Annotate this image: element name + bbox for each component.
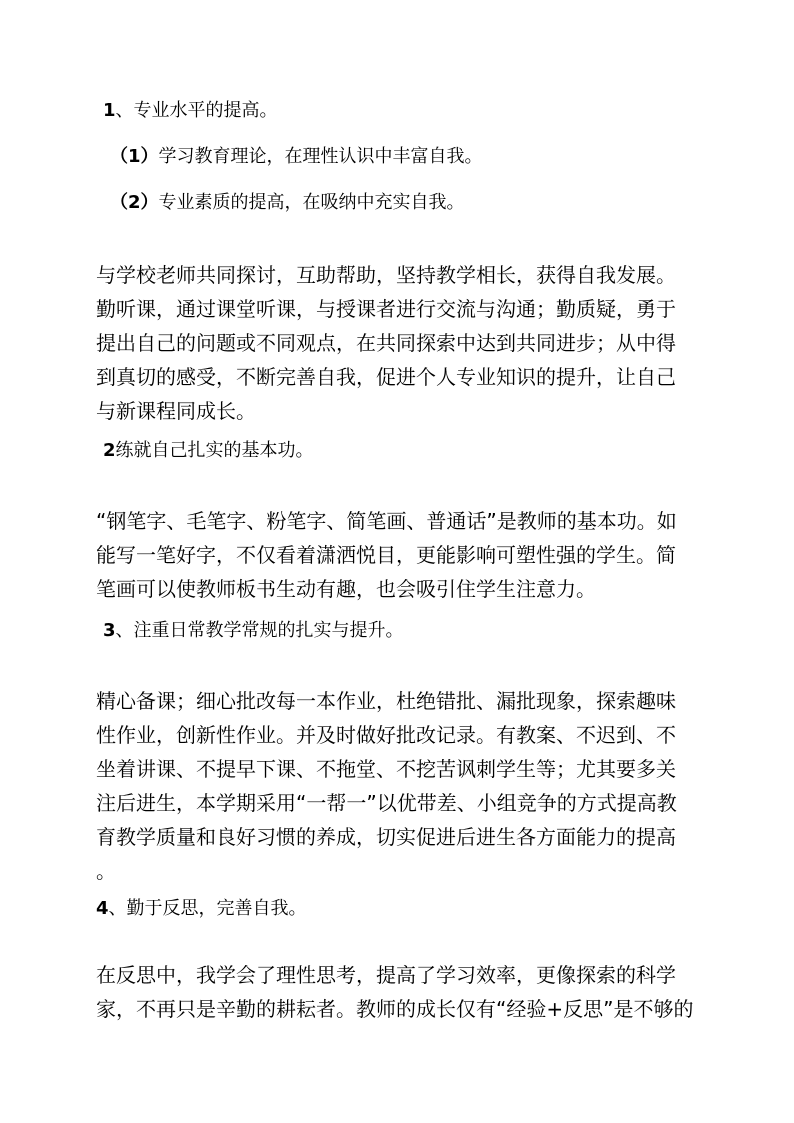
- paragraph-4-line: 在反思中，我学会了理性思考，提高了学习效率，更像探索的科学: [96, 963, 676, 987]
- heading-4-text: 、勤于反思，完善自我。: [108, 898, 307, 919]
- heading-3-number: 3: [103, 620, 116, 641]
- heading-2: [103, 434, 794, 468]
- paragraph-1-line: 与学校老师共同探讨，互助帮助，坚持教学相长，获得自我发展。: [96, 263, 676, 287]
- heading-1: [103, 94, 794, 128]
- subheading-2-text: 专业素质的提高，在吸纳中充实自我。: [158, 192, 465, 213]
- subheading-2: [110, 186, 794, 220]
- heading-1-text: 、专业水平的提高。: [115, 100, 278, 121]
- paragraph-1-line: 与新课程同成长。: [96, 399, 256, 423]
- paragraph-1-line: 提出自己的问题或不同观点，在共同探索中达到共同进步；从中得: [96, 331, 676, 355]
- paragraph-3-line: 育教学质量和良好习惯的养成，切实促进后进生各方面能力的提高: [96, 825, 676, 849]
- subheading-1-text: 学习教育理论，在理性认识中丰富自我。: [158, 146, 483, 167]
- heading-4-number: 4: [96, 898, 109, 919]
- paragraph-2-line: “钢笔字、毛笔字、粉笔字、简笔画、普通话”是教师的基本功。如: [96, 509, 677, 533]
- paragraph-3-line: 。: [96, 859, 116, 883]
- heading-3-text: 、注重日常教学常规的扎实与提升。: [115, 620, 404, 641]
- paragraph-3-line: 精心备课；细心批改每一本作业，杜绝错批、漏批现象，探索趣味: [96, 689, 676, 713]
- paragraph-3-line: 坐着讲课、不提早下课、不拖堂、不挖苦讽刺学生等；尤其要多关: [96, 757, 676, 781]
- paragraph-4-line: 家，不再只是辛勤的耕耘者。教师的成长仅有“经验+反思”是不够的: [96, 997, 694, 1021]
- subheading-1: [110, 140, 794, 174]
- paragraph-3-line: 注后进生，本学期采用“一帮一”以优带差、小组竞争的方式提高教: [96, 791, 677, 815]
- paragraph-2-line: 笔画可以使教师板书生动有趣，也会吸引住学生注意力。: [96, 577, 596, 601]
- paragraph-1-line: 到真切的感受，不断完善自我，促进个人专业知识的提升，让自己: [96, 365, 676, 389]
- heading-2-text: 练就自己扎实的基本功。: [115, 440, 314, 461]
- heading-2-number: 2: [103, 440, 116, 461]
- heading-1-number: 1: [103, 100, 116, 121]
- heading-4: [96, 892, 794, 926]
- heading-3: [103, 614, 794, 648]
- subheading-2-number: （2）: [110, 192, 159, 213]
- paragraph-2-line: 能写一笔好字，不仅看着潇洒悦目，更能影响可塑性强的学生。简: [96, 543, 676, 567]
- subheading-1-number: （1）: [110, 146, 159, 167]
- paragraph-3-line: 性作业，创新性作业。并及时做好批改记录。有教案、不迟到、不: [96, 723, 676, 747]
- paragraph-1-line: 勤听课，通过课堂听课，与授课者进行交流与沟通；勤质疑，勇于: [96, 297, 676, 321]
